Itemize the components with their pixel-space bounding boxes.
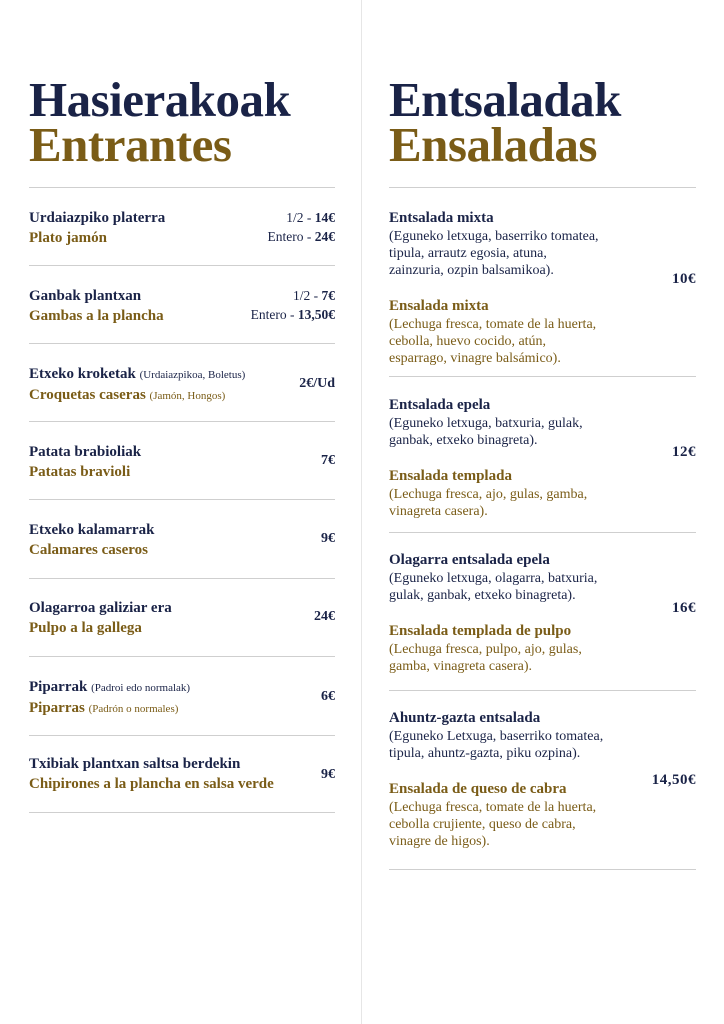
item-name-spanish: Ensalada templada xyxy=(389,468,512,484)
price-whole: Entero - 13,50€ xyxy=(250,307,335,322)
item-note: (Padrón o normales) xyxy=(88,703,179,715)
item-name-basque: Olagarra entsalada epela xyxy=(389,552,550,568)
page-fold-divider xyxy=(361,0,362,1024)
menu-item xyxy=(389,395,696,520)
item-name-spanish: Chipirones a la plancha en salsa verde xyxy=(29,776,274,792)
item-description-spanish: (Lechuga fresca, ajo, gulas, gamba, vinagreta casera). xyxy=(389,487,588,519)
menu-item xyxy=(29,286,335,326)
divider xyxy=(29,187,335,188)
title-spanish: Entrantes xyxy=(29,117,232,172)
item-name-spanish: Patatas bravioli xyxy=(29,464,131,480)
item-price: 2€/Ud xyxy=(299,376,335,391)
item-name-spanish: Ensalada mixta xyxy=(389,298,489,314)
title-basque: Hasierakoak xyxy=(29,72,291,127)
item-description-basque: (Eguneko letxuga, olagarra, batxuria, gulak, ganbak, etxeko binagreta). xyxy=(389,571,598,603)
menu-item xyxy=(29,364,335,406)
item-name-spanish: Ensalada templada de pulpo xyxy=(389,623,572,639)
item-name-basque: Etxeko kroketak (Urdaiazpikoa, Boletus) xyxy=(29,366,246,382)
divider xyxy=(389,376,696,377)
item-name-basque: Entsalada epela xyxy=(389,397,491,413)
item-description-spanish: (Lechuga fresca, tomate de la huerta, cebolla, huevo cocido, atún, esparrago, vinagre balsámico). xyxy=(389,317,597,366)
item-price: 24€ xyxy=(314,609,335,624)
item-name-spanish: Plato jamón xyxy=(29,230,107,246)
menu-item xyxy=(29,677,335,719)
item-name-basque: Ahuntz-gazta entsalada xyxy=(389,710,541,726)
section-title xyxy=(29,72,291,172)
divider xyxy=(29,499,335,500)
item-name-basque: Entsalada mixta xyxy=(389,210,494,226)
menu-item xyxy=(29,754,335,794)
divider xyxy=(29,578,335,579)
item-description-basque: (Eguneko letxuga, batxuria, gulak, ganbak, etxeko binagreta). xyxy=(389,416,583,448)
menu-item xyxy=(29,442,335,482)
item-name-basque: Olagarroa galiziar era xyxy=(29,600,172,616)
divider xyxy=(29,735,335,736)
item-description-spanish: (Lechuga fresca, tomate de la huerta, cebolla crujiente, queso de cabra, vinagre de higos). xyxy=(389,800,597,849)
divider xyxy=(389,187,696,188)
item-description-basque: (Eguneko Letxuga, baserriko tomatea, tipula, ahuntz-gazta, piku ozpina). xyxy=(389,729,604,761)
menu-item xyxy=(389,208,696,367)
item-price: 7€ xyxy=(321,453,335,468)
menu-item xyxy=(29,208,335,248)
item-name-spanish: Pulpo a la gallega xyxy=(29,620,142,636)
title-spanish: Ensaladas xyxy=(389,117,597,172)
divider xyxy=(389,690,696,691)
divider xyxy=(29,343,335,344)
item-price: 6€ xyxy=(321,689,335,704)
item-price: 16€ xyxy=(672,600,696,616)
item-note: (Urdaiazpikoa, Boletus) xyxy=(139,369,246,381)
divider xyxy=(29,656,335,657)
item-name-basque: Piparrak (Padroi edo normalak) xyxy=(29,679,191,695)
divider xyxy=(389,532,696,533)
item-description-basque: (Eguneko letxuga, baserriko tomatea, tipula, arrautz egosia, atuna, zainzuria, ozpin balsamikoa). xyxy=(389,229,599,278)
item-name-basque: Ganbak plantxan xyxy=(29,288,142,304)
item-note: (Padroi edo normalak) xyxy=(91,682,191,694)
divider xyxy=(29,812,335,813)
divider xyxy=(29,265,335,266)
item-name-spanish: Calamares caseros xyxy=(29,542,149,558)
item-price: 10€ xyxy=(672,271,696,287)
menu-item xyxy=(29,598,335,638)
menu-item xyxy=(389,550,696,675)
item-name-basque: Patata brabioliak xyxy=(29,444,142,460)
item-name-basque: Urdaiazpiko platerra xyxy=(29,210,166,226)
price-half: 1/2 - 14€ xyxy=(286,210,335,225)
item-price: 9€ xyxy=(321,531,335,546)
item-name-spanish: Ensalada de queso de cabra xyxy=(389,781,567,797)
item-note: (Jamón, Hongos) xyxy=(149,390,226,402)
menu-item xyxy=(389,708,696,850)
price-whole: Entero - 24€ xyxy=(267,229,335,244)
divider xyxy=(29,421,335,422)
item-description-spanish: (Lechuga fresca, pulpo, ajo, gulas, gamba, vinagreta casera). xyxy=(389,642,582,674)
item-name-spanish: Gambas a la plancha xyxy=(29,308,164,324)
item-name-spanish: Piparras (Padrón o normales) xyxy=(29,700,179,716)
menu-item xyxy=(29,520,335,560)
title-basque: Entsaladak xyxy=(389,72,621,127)
item-name-basque: Txibiak plantxan saltsa berdekin xyxy=(29,756,241,772)
item-name-basque: Etxeko kalamarrak xyxy=(29,522,155,538)
section-title xyxy=(389,72,621,172)
item-price: 12€ xyxy=(672,444,696,460)
item-price: 14,50€ xyxy=(651,772,696,788)
price-half: 1/2 - 7€ xyxy=(293,288,335,303)
item-price: 9€ xyxy=(321,767,335,782)
divider xyxy=(389,869,696,870)
item-name-spanish: Croquetas caseras (Jamón, Hongos) xyxy=(29,387,226,403)
